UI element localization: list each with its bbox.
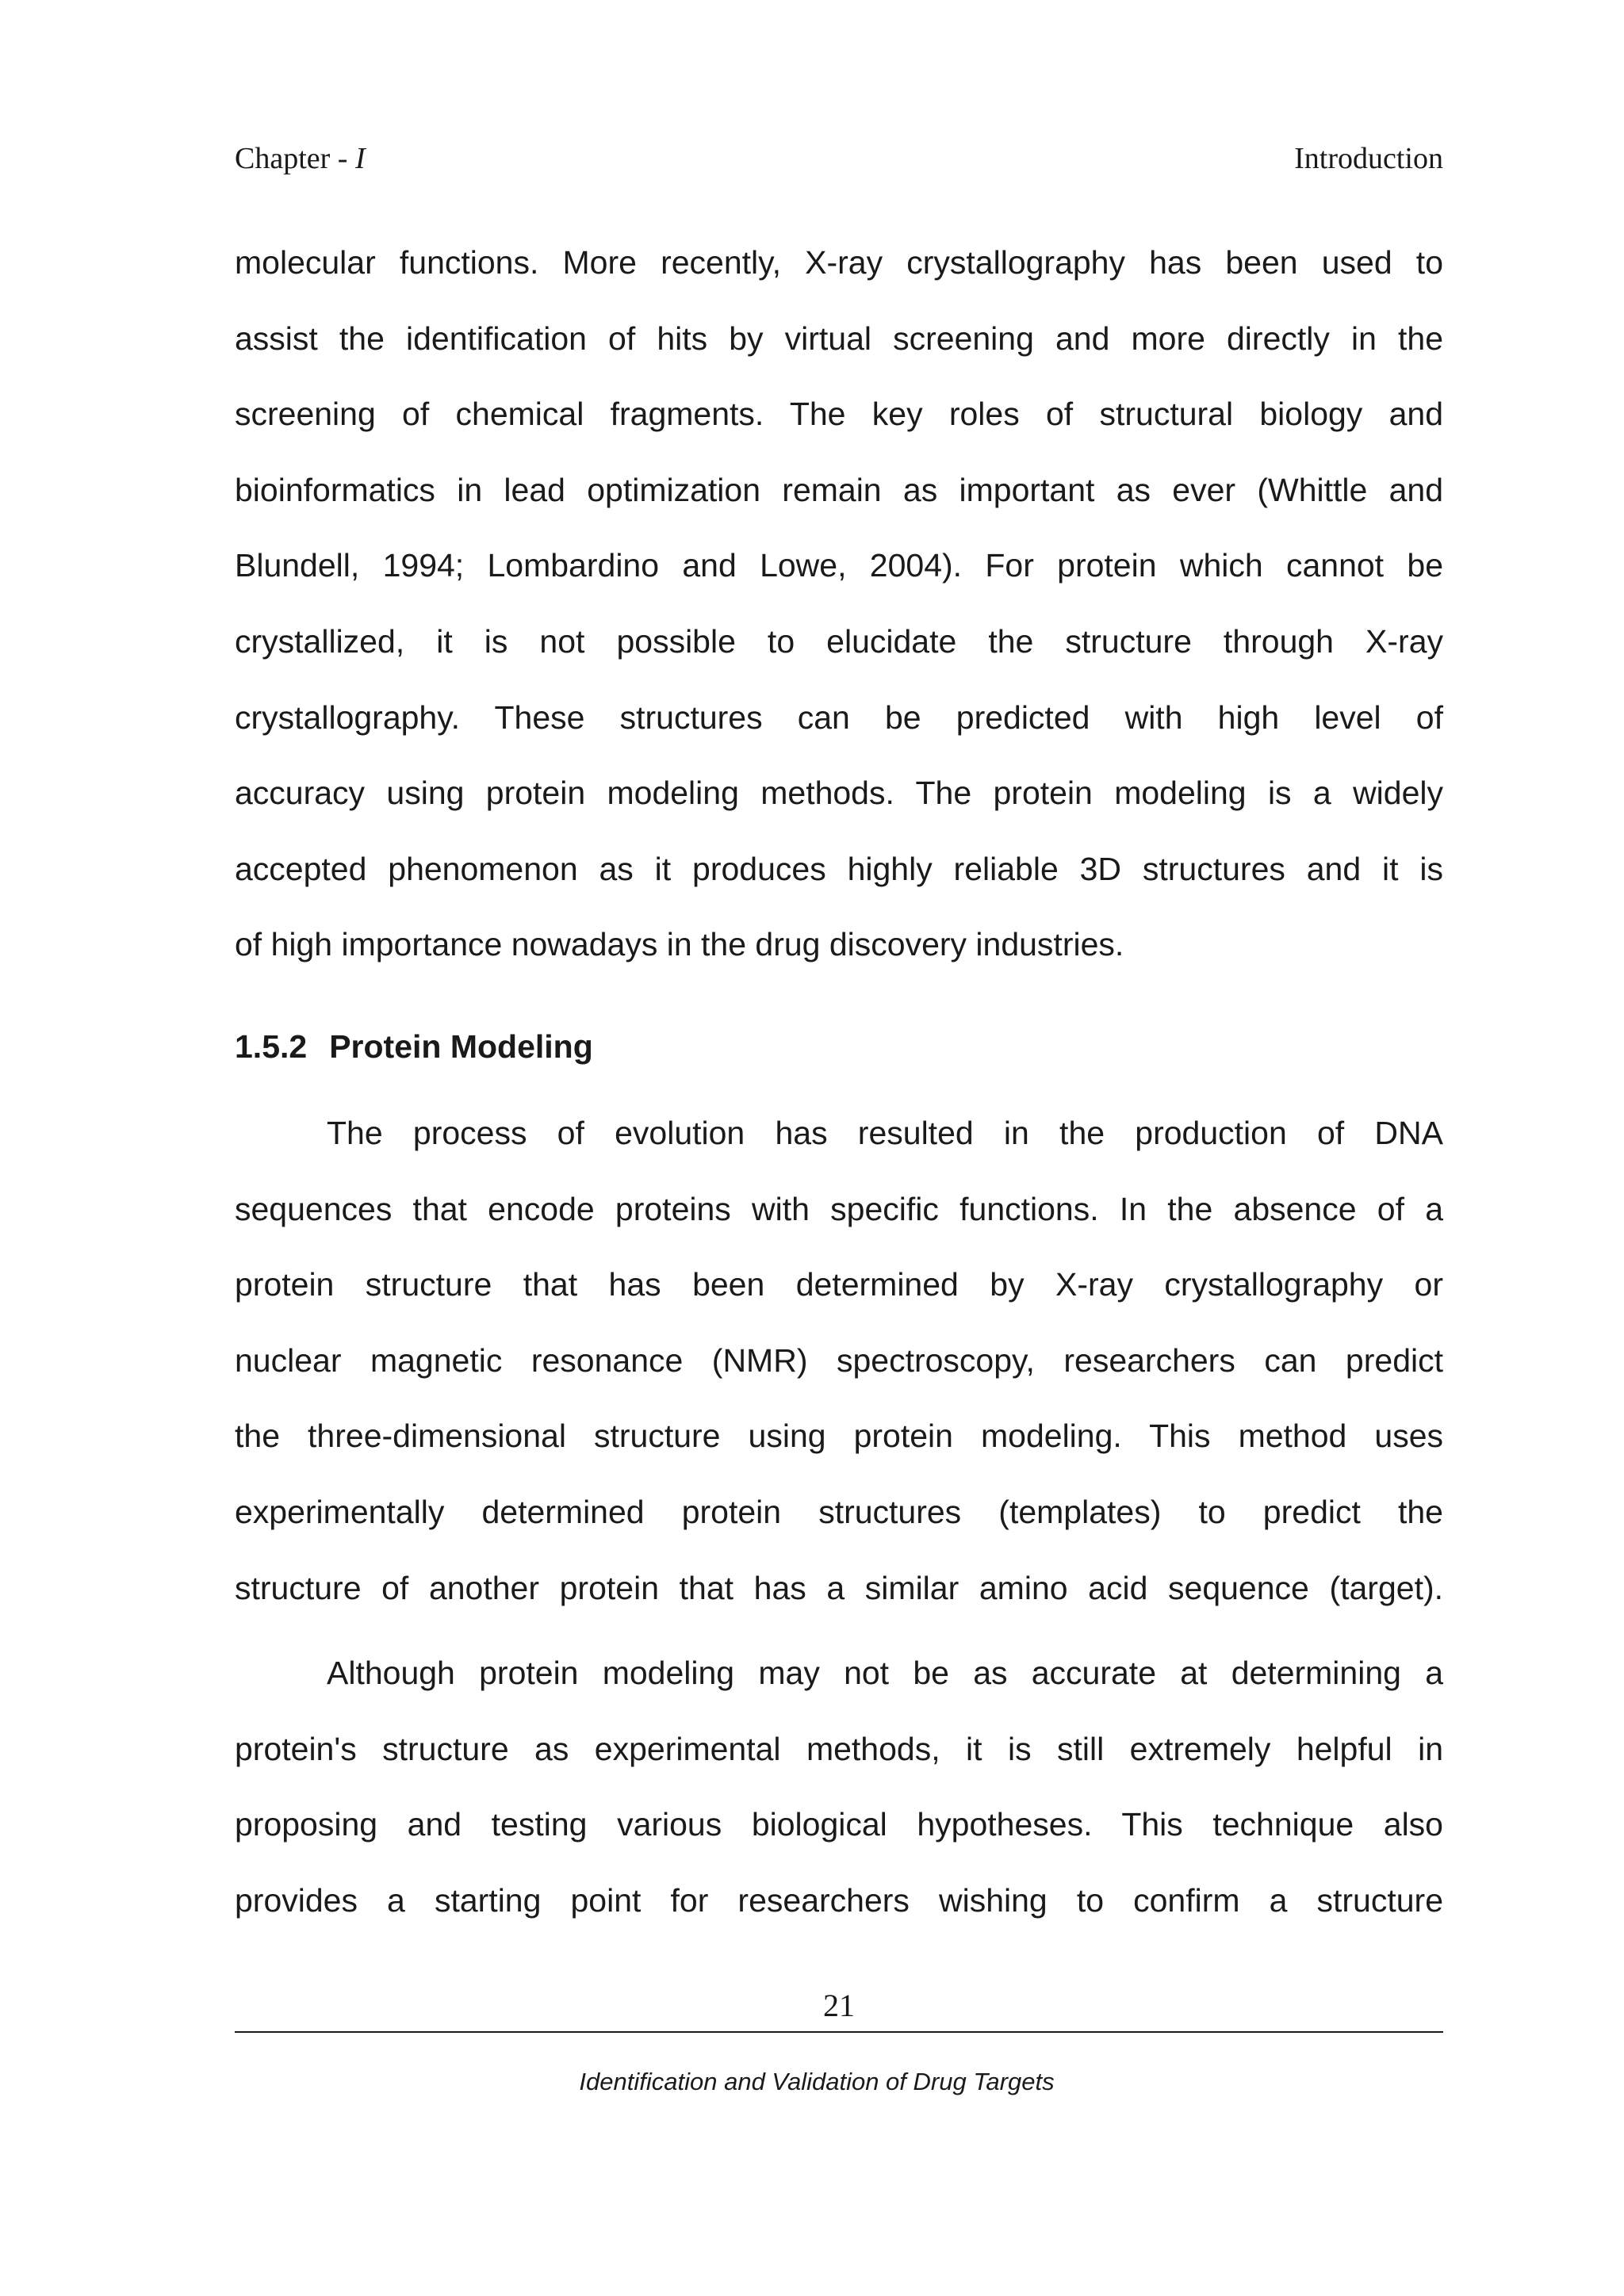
text-line: structure of another protein that has a similar amino acid sequence (target).: [235, 1569, 1443, 1606]
text-line: Although protein modeling may not be as accurate at determining a: [327, 1655, 1443, 1691]
text-line: protein's structure as experimental methods, it is still extremely helpful in: [235, 1730, 1443, 1767]
text-line: accuracy using protein modeling methods. The protein modeling is a widely: [235, 775, 1443, 812]
text-line: protein structure that has been determined by X-ray crystallography or: [235, 1266, 1443, 1303]
text-line: accepted phenomenon as it produces highly reliable 3D structures and it is: [235, 850, 1443, 887]
text-line: experimentally determined protein structures (templates) to predict the: [235, 1493, 1443, 1530]
section-heading: [235, 1015, 593, 1078]
running-footer-title: Identification and Validation of Drug Targets: [579, 2068, 1055, 2095]
section-number: 1.5.2: [235, 1028, 308, 1065]
text-line: molecular functions. More recently, X-ray crystallography has been used to: [235, 244, 1443, 281]
section-title: Protein Modeling: [329, 1028, 593, 1065]
running-header: [235, 141, 1443, 186]
paragraph-protein-modeling-1: [235, 1096, 1443, 1626]
text-line: proposing and testing various biological hypotheses. This technique also: [235, 1806, 1443, 1843]
footer-divider: [235, 2031, 1443, 2033]
text-line: crystallized, it is not possible to elucidate the structure through X-ray: [235, 622, 1443, 660]
text-line: The process of evolution has resulted in the production of DNA: [327, 1115, 1443, 1151]
paragraph-intro: [235, 225, 1443, 983]
section-label: Introduction: [1294, 142, 1443, 175]
chapter-numeral: I: [354, 142, 366, 175]
chapter-label: Chapter - I: [235, 142, 366, 175]
text-line: sequences that encode proteins with specific functions. In the absence of a: [235, 1190, 1443, 1227]
text-line: Blundell, 1994; Lombardino and Lowe, 2004). For protein which cannot be: [235, 547, 1443, 584]
text-line: crystallography. These structures can be predicted with high level of: [235, 698, 1443, 736]
text-line: assist the identification of hits by virtual screening and more directly in the: [235, 320, 1443, 357]
text-line: of high importance nowadays in the drug discovery industries.: [235, 926, 1124, 963]
text-line: the three-dimensional structure using protein modeling. This method uses: [235, 1418, 1443, 1455]
paragraph-protein-modeling-2: [235, 1636, 1443, 1938]
text-line: nuclear magnetic resonance (NMR) spectroscopy, researchers can predict: [235, 1341, 1443, 1379]
text-line: provides a starting point for researchers wishing to confirm a structure: [235, 1881, 1443, 1919]
page-number: 21: [823, 1988, 855, 2023]
text-line: bioinformatics in lead optimization remain as important as ever (Whittle and: [235, 471, 1443, 508]
text-line: screening of chemical fragments. The key roles of structural biology and: [235, 396, 1443, 433]
